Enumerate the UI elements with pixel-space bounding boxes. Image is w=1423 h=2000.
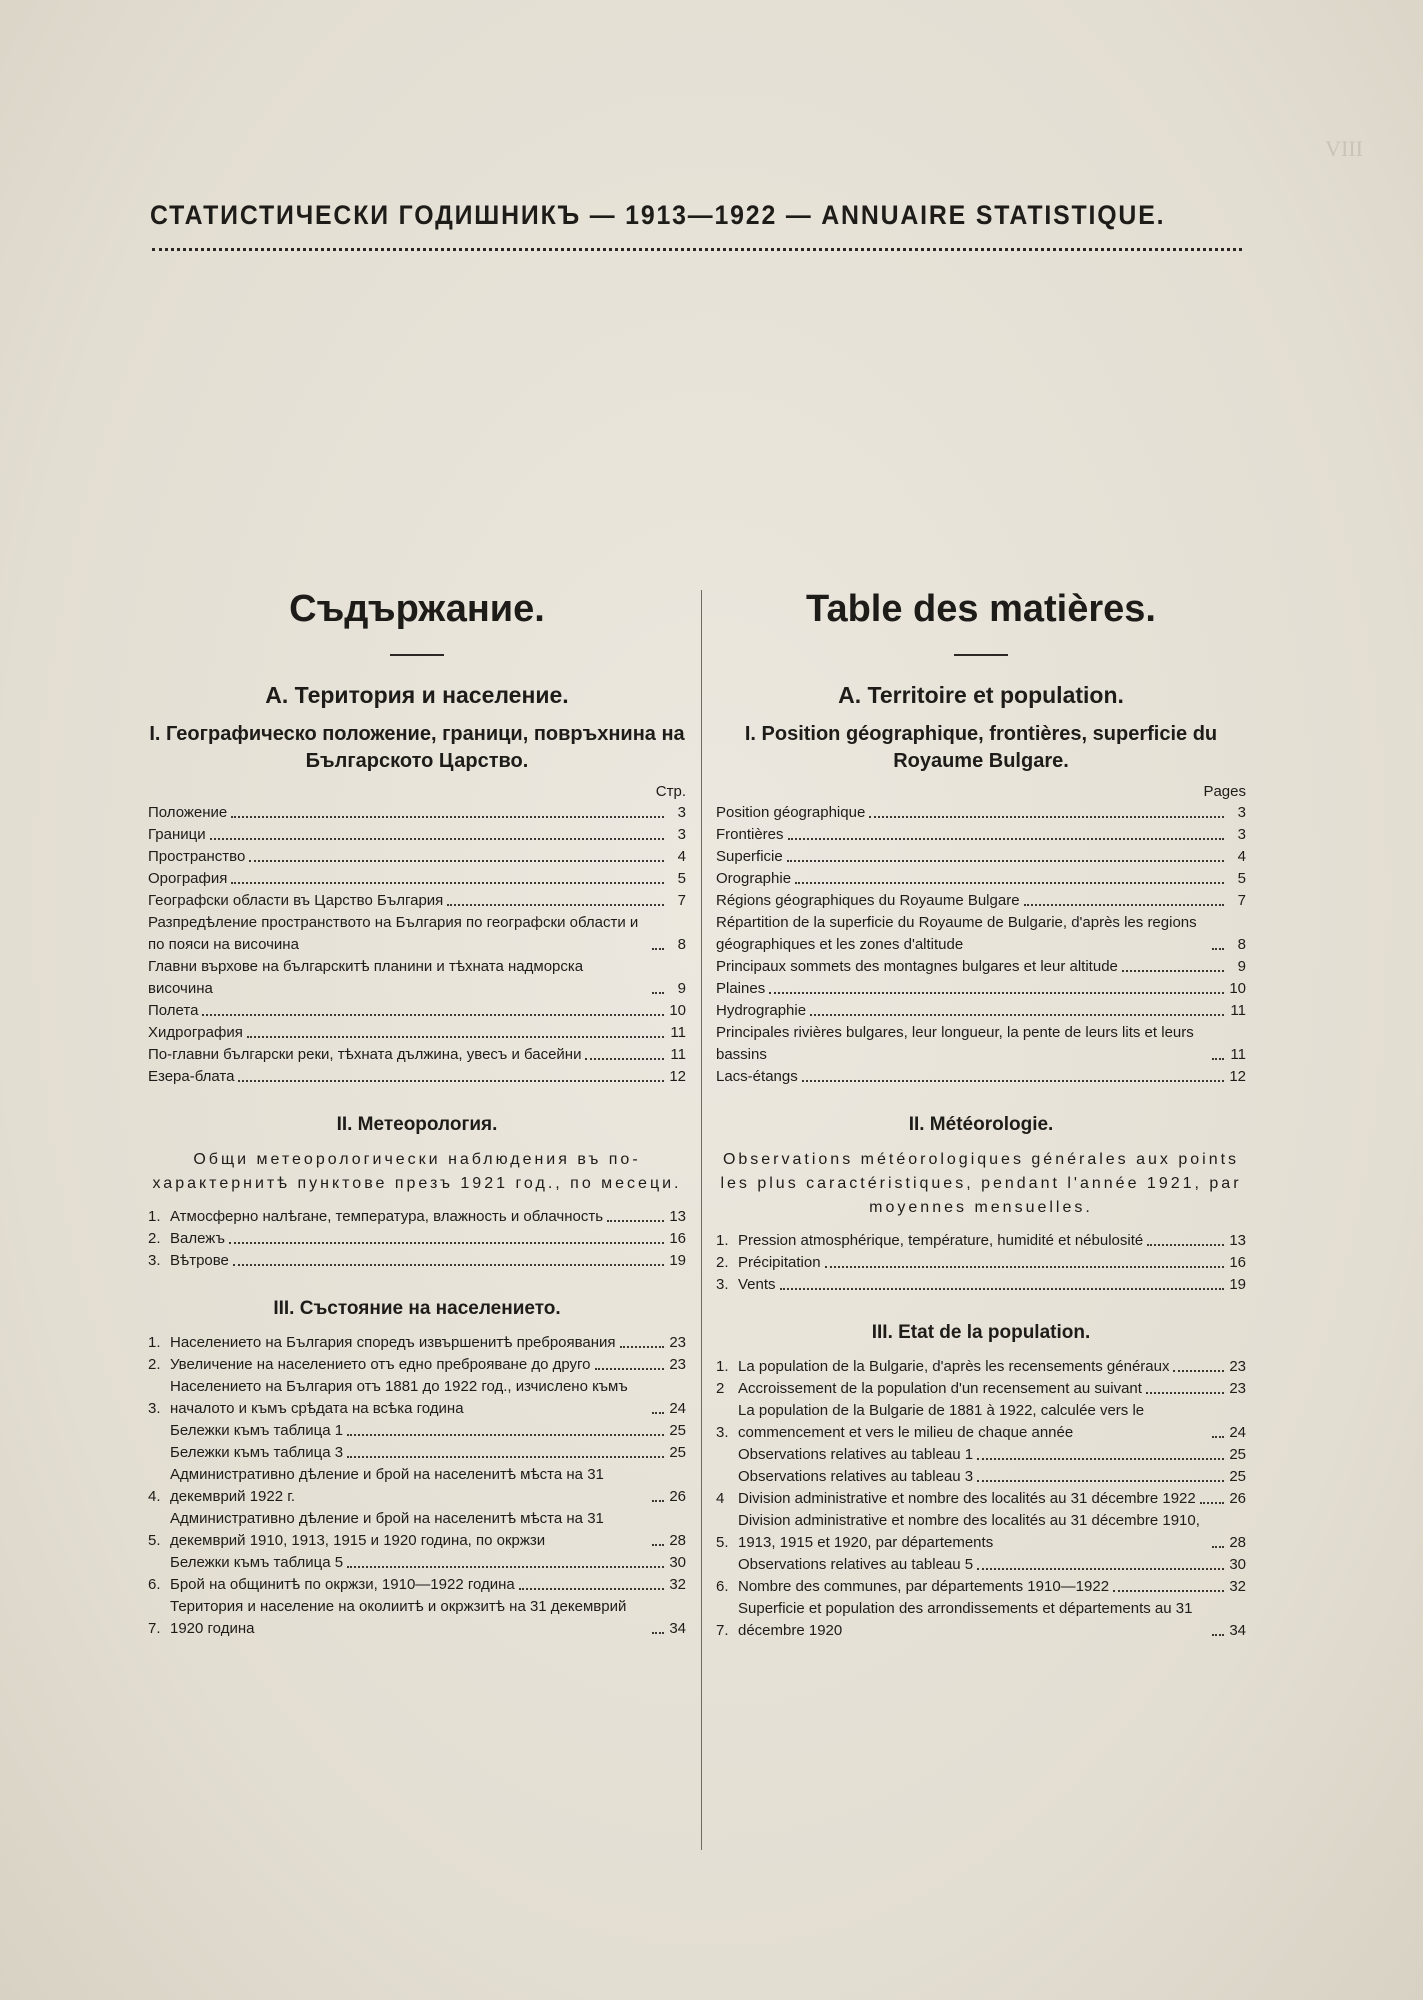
toc-entry (148, 868, 686, 890)
toc-entry-page: 4 (677, 848, 686, 865)
toc-entry (716, 868, 1246, 890)
dot-leader (1147, 1244, 1224, 1246)
toc-entry (148, 1552, 686, 1574)
toc-entry (716, 1400, 1246, 1444)
toc-entry-page: 9 (1237, 958, 1246, 975)
toc-entry-text: Граници (148, 826, 206, 843)
toc-entry-page: 12 (669, 1068, 686, 1085)
part-heading-fr: A. Territoire et population. (838, 682, 1124, 708)
toc-entry-text: Увеличение на населението отъ едно преброяване до друго (170, 1356, 591, 1373)
dot-leader (202, 1014, 664, 1016)
dot-leader (347, 1456, 664, 1458)
page-number-faint: VIII (1325, 136, 1363, 161)
toc-entry-page: 25 (669, 1422, 686, 1439)
toc-entry (148, 1066, 686, 1088)
dot-leader (231, 816, 664, 818)
toc-entry-text: Frontières (716, 826, 784, 843)
toc-entry-text: La population de la Bulgarie de 1881 à 1922, calculée vers le commencement et vers le milieu de chaque année (738, 1402, 1145, 1441)
toc-entry (148, 1000, 686, 1022)
toc-entry-text: Précipitation (738, 1254, 821, 1271)
toc-entry (716, 1598, 1246, 1642)
toc-title-bg: Съдържание. (289, 588, 545, 630)
dot-leader (652, 948, 664, 950)
toc-entry-page: 13 (1229, 1232, 1246, 1249)
toc-entry-number: 2. (148, 1356, 161, 1373)
toc-entry (716, 1444, 1246, 1466)
toc-entry-text: Position géographique (716, 804, 866, 821)
toc-entry (716, 1000, 1246, 1022)
toc-entry-page: 32 (1229, 1578, 1246, 1595)
toc-entry-page: 3 (1237, 826, 1246, 843)
toc-entry-text: Régions géographiques du Royaume Bulgare (716, 892, 1020, 909)
toc-entry-text: Пространство (148, 848, 246, 865)
dot-leader (780, 1288, 1224, 1290)
toc-list-section-1-fr (716, 802, 1246, 1088)
toc-entry-text: Полета (148, 1002, 199, 1019)
toc-list-section-1-bg (148, 802, 686, 1088)
dot-leader (238, 1080, 664, 1082)
dot-leader (1024, 904, 1224, 906)
toc-entry-text: Division administrative et nombre des localités au 31 décembre 1910, 1913, 1915 et 1920, par départements (738, 1512, 1200, 1551)
toc-entry-page: 3 (1237, 804, 1246, 821)
toc-entry-page: 13 (669, 1208, 686, 1225)
dot-leader (519, 1588, 664, 1590)
dot-leader (788, 838, 1224, 840)
toc-entry-page: 5 (677, 870, 686, 887)
toc-entry (148, 1206, 686, 1228)
toc-entry-page: 7 (1237, 892, 1246, 909)
toc-entry-text: Територия и население на околиитѣ и окржзитѣ на 31 декемврий 1920 година (170, 1598, 627, 1637)
dot-leader (1146, 1392, 1224, 1394)
toc-entry-number: 3. (716, 1424, 729, 1441)
toc-entry-number: 1. (148, 1208, 161, 1225)
toc-entry-page: 34 (1229, 1622, 1246, 1639)
toc-entry (716, 1252, 1246, 1274)
toc-entry-text: Accroissement de la population d'un recensement au suivant (738, 1380, 1142, 1397)
toc-entry (716, 802, 1246, 824)
toc-entry (148, 890, 686, 912)
section-1-heading-fr: I. Position géographique, frontières, superficie du Royaume Bulgare. (744, 723, 1218, 772)
toc-entry-page: 8 (677, 936, 686, 953)
toc-entry-number: 3. (148, 1400, 161, 1417)
toc-entry-page: 32 (669, 1576, 686, 1593)
toc-entry-text: Бележки къмъ таблица 5 (170, 1554, 344, 1571)
toc-entry-number: 1. (716, 1358, 729, 1375)
toc-entry-text: Разпредѣление пространството на България по географски области и по пояси на височина (148, 914, 639, 953)
dot-leader (1113, 1590, 1224, 1592)
toc-entry-text: Orographie (716, 870, 792, 887)
dot-leader (1173, 1370, 1224, 1372)
toc-entry (716, 1510, 1246, 1554)
toc-entry (716, 1066, 1246, 1088)
toc-entry-text: Superficie et population des arrondissements et départements au 31 décembre 1920 (738, 1600, 1193, 1639)
dot-leader (1212, 1634, 1224, 1636)
toc-entry-page: 9 (677, 980, 686, 997)
toc-entry-text: Бележки къмъ таблица 3 (170, 1444, 344, 1461)
toc-entry (716, 1466, 1246, 1488)
toc-column-bulgarian (148, 580, 686, 1640)
toc-entry-text: Observations relatives au tableau 5 (738, 1556, 974, 1573)
dot-leader (1200, 1502, 1224, 1504)
toc-entry-text: Principaux sommets des montagnes bulgares et leur altitude (716, 958, 1118, 975)
toc-entry-page: 3 (677, 804, 686, 821)
toc-entry-number: 3. (716, 1276, 729, 1293)
dot-leader (585, 1058, 664, 1060)
toc-entry (148, 1464, 686, 1508)
toc-entry-page: 25 (1229, 1468, 1246, 1485)
dot-leader (802, 1080, 1224, 1082)
toc-entry (148, 1574, 686, 1596)
toc-entry-text: Населението на България отъ 1881 до 1922 год., изчислено къмъ началото и къмъ срѣдата на всѣка година (170, 1378, 628, 1417)
toc-entry-page: 25 (669, 1444, 686, 1461)
title-rule (954, 654, 1008, 656)
section-2-intro-bg: Общи метеорологически наблюдения въ по-характернитѣ пунктове презъ 1921 год., по месеци. (152, 1151, 682, 1192)
toc-entry (148, 956, 686, 1000)
toc-entry-page: 30 (1229, 1556, 1246, 1573)
toc-entry-page: 34 (669, 1620, 686, 1637)
toc-entry-number: 7. (716, 1622, 729, 1639)
toc-entry-page: 10 (669, 1002, 686, 1019)
toc-entry-page: 19 (1229, 1276, 1246, 1293)
toc-list-section-2-bg (148, 1206, 686, 1272)
toc-entry-page: 25 (1229, 1446, 1246, 1463)
toc-entry (148, 1442, 686, 1464)
toc-entry-text: Езера-блата (148, 1068, 235, 1085)
dot-leader (652, 1412, 664, 1414)
dot-leader (652, 1544, 664, 1546)
toc-entry-text: Положение (148, 804, 228, 821)
toc-entry-text: Observations relatives au tableau 3 (738, 1468, 974, 1485)
toc-entry-text: Населението на България споредъ извършенитѣ преброявания (170, 1334, 616, 1351)
dot-leader (869, 816, 1224, 818)
toc-entry (148, 1420, 686, 1442)
running-header: СТАТИСТИЧЕСКИ ГОДИШНИКЪ — 1913—1922 — ANNUAIRE STATISTIQUE. (150, 200, 1166, 230)
toc-entry-page: 11 (1230, 1046, 1246, 1063)
dot-leader (1122, 970, 1224, 972)
toc-entry-text: Plaines (716, 980, 766, 997)
toc-entry-text: Hydrographie (716, 1002, 807, 1019)
toc-entry (716, 1230, 1246, 1252)
toc-entry (148, 824, 686, 846)
dot-leader (652, 992, 664, 994)
toc-entry (716, 1022, 1246, 1066)
toc-entry-page: 28 (669, 1532, 686, 1549)
toc-entry-page: 23 (669, 1334, 686, 1351)
toc-entry-text: Брой на общинитѣ по окржзи, 1910—1922 година (170, 1576, 515, 1593)
toc-entry-page: 23 (669, 1356, 686, 1373)
toc-entry-number: 3. (148, 1252, 161, 1269)
header-rule (152, 248, 1242, 251)
toc-entry-page: 28 (1229, 1534, 1246, 1551)
toc-entry-page: 16 (1229, 1254, 1246, 1271)
toc-entry-text: Административно дѣление и брой на населенитѣ мѣста на 31 декемврий 1910, 1913, 1915 и 1920 година, по окржзи (170, 1510, 604, 1549)
toc-entry (148, 802, 686, 824)
toc-entry-number: 6. (148, 1576, 161, 1593)
toc-entry-text: Lacs-étangs (716, 1068, 798, 1085)
toc-title-fr: Table des matières. (806, 588, 1156, 630)
toc-entry-text: Атмосферно налѣгане, температура, влажность и облачность (170, 1208, 604, 1225)
toc-entry-text: Répartition de la superficie du Royaume de Bulgarie, d'après les regions géographiques et les zones d'altitude (716, 914, 1197, 953)
section-2-heading-fr: II. Météorologie. (908, 1114, 1054, 1135)
part-heading-bg: А. Територия и население. (265, 682, 569, 708)
toc-entry (716, 824, 1246, 846)
toc-entry-text: По-главни български реки, тѣхната дължина, увесъ и басейни (148, 1046, 582, 1063)
toc-entry-text: Валежъ (170, 1230, 226, 1247)
dot-leader (1212, 1058, 1224, 1060)
toc-entry-page: 24 (1229, 1424, 1246, 1441)
toc-entry (716, 890, 1246, 912)
toc-entry-number: 5. (716, 1534, 729, 1551)
toc-entry (716, 1378, 1246, 1400)
dot-leader (229, 1242, 664, 1244)
dot-leader (607, 1220, 664, 1222)
toc-entry (148, 1332, 686, 1354)
toc-entry-page: 16 (669, 1230, 686, 1247)
toc-entry-page: 24 (669, 1400, 686, 1417)
dot-leader (825, 1266, 1224, 1268)
toc-entry-text: Орография (148, 870, 228, 887)
toc-entry-page: 23 (1229, 1380, 1246, 1397)
toc-entry-text: La population de la Bulgarie, d'après les recensements généraux (738, 1358, 1170, 1375)
toc-entry-number: 4. (148, 1488, 161, 1505)
toc-entry-text: Географски области въ Царство България (148, 892, 444, 909)
toc-entry-text: Superficie (716, 848, 783, 865)
toc-entry (148, 1596, 686, 1640)
toc-entry (716, 846, 1246, 868)
toc-entry-number: 1. (716, 1232, 729, 1249)
dot-leader (1212, 948, 1224, 950)
toc-entry-page: 7 (677, 892, 686, 909)
toc-entry-page: 4 (1237, 848, 1246, 865)
toc-entry-page: 11 (1230, 1002, 1246, 1019)
dot-leader (447, 904, 664, 906)
toc-entry-number: 7. (148, 1620, 161, 1637)
toc-entry-page: 26 (1229, 1490, 1246, 1507)
toc-entry-text: Главни върхове на българскитѣ планини и тѣхната надморска височина (148, 958, 584, 997)
dot-leader (231, 882, 664, 884)
toc-entry-text: Vents (738, 1276, 776, 1293)
toc-entry-text: Nombre des communes, par départements 1910—1922 (738, 1578, 1110, 1595)
toc-entry (716, 1274, 1246, 1296)
toc-entry (148, 1044, 686, 1066)
section-2-intro-fr: Observations météorologiques générales aux points les plus caractéristiques, pendant l'année 1921, par moyennes mensuelles. (720, 1151, 1242, 1216)
toc-entry-text: Division administrative et nombre des localités au 31 décembre 1922 (738, 1490, 1196, 1507)
section-1-heading-bg: I. Географическо положение, граници, повръхнина на Българското Царство. (149, 723, 685, 772)
toc-list-section-3-fr (716, 1356, 1246, 1642)
toc-entry-page: 19 (669, 1252, 686, 1269)
toc-entry-page: 23 (1229, 1358, 1246, 1375)
toc-entry (148, 846, 686, 868)
dot-leader (652, 1632, 664, 1634)
dot-leader (247, 1036, 664, 1038)
column-divider (701, 590, 702, 1850)
dot-leader (233, 1264, 664, 1266)
dot-leader (977, 1458, 1224, 1460)
toc-entry-number: 1. (148, 1334, 161, 1351)
toc-entry-number: 2. (716, 1254, 729, 1271)
toc-entry-text: Административно дѣление и брой на населенитѣ мѣста на 31 декемврий 1922 г. (170, 1466, 604, 1505)
toc-entry-page: 26 (669, 1488, 686, 1505)
dot-leader (347, 1434, 664, 1436)
toc-entry (148, 1022, 686, 1044)
toc-entry (716, 1488, 1246, 1510)
toc-entry-number: 5. (148, 1532, 161, 1549)
dot-leader (795, 882, 1224, 884)
toc-entry-page: 5 (1237, 870, 1246, 887)
toc-entry (716, 956, 1246, 978)
toc-entry-page: 3 (677, 826, 686, 843)
toc-entry-number: 2. (148, 1230, 161, 1247)
dot-leader (249, 860, 664, 862)
dot-leader (977, 1568, 1224, 1570)
toc-entry-text: Хидрография (148, 1024, 243, 1041)
title-rule (390, 654, 444, 656)
section-2-heading-bg: II. Метеорология. (336, 1114, 498, 1135)
toc-entry (148, 1250, 686, 1272)
toc-entry (716, 978, 1246, 1000)
toc-entry (148, 1376, 686, 1420)
toc-column-french (716, 580, 1246, 1642)
dot-leader (1212, 1436, 1224, 1438)
section-3-heading-fr: III. Etat de la population. (871, 1322, 1091, 1343)
page-column-label: Pages (1203, 783, 1246, 800)
toc-entry (716, 1576, 1246, 1598)
toc-entry (716, 1356, 1246, 1378)
dot-leader (810, 1014, 1224, 1016)
toc-list-section-3-bg (148, 1332, 686, 1640)
dot-leader (652, 1500, 664, 1502)
dot-leader (787, 860, 1224, 862)
toc-entry-number: 6. (716, 1578, 729, 1595)
dot-leader (977, 1480, 1224, 1482)
toc-entry-page: 30 (669, 1554, 686, 1571)
dot-leader (595, 1368, 665, 1370)
dot-leader (210, 838, 664, 840)
toc-list-section-2-fr (716, 1230, 1246, 1296)
dot-leader (1212, 1546, 1224, 1548)
toc-entry-number: 4 (716, 1490, 725, 1507)
toc-entry (148, 1354, 686, 1376)
toc-entry (716, 912, 1246, 956)
toc-entry-text: Pression atmosphérique, température, humidité et nébulosité (738, 1232, 1144, 1249)
toc-entry-text: Вѣтрове (170, 1252, 229, 1269)
toc-entry-text: Principales rivières bulgares, leur longueur, la pente de leurs lits et leurs bassins (716, 1024, 1194, 1063)
toc-entry-text: Observations relatives au tableau 1 (738, 1446, 974, 1463)
toc-entry (148, 912, 686, 956)
toc-entry-page: 11 (670, 1024, 686, 1041)
toc-entry (148, 1508, 686, 1552)
toc-entry-page: 10 (1229, 980, 1246, 997)
toc-entry-page: 12 (1229, 1068, 1246, 1085)
toc-entry (716, 1554, 1246, 1576)
dot-leader (620, 1346, 664, 1348)
page-column-label: Стр. (655, 783, 686, 800)
toc-entry-page: 11 (670, 1046, 686, 1063)
section-3-heading-bg: III. Състояние на населението. (273, 1298, 561, 1319)
toc-entry (148, 1228, 686, 1250)
toc-entry-page: 8 (1237, 936, 1246, 953)
dot-leader (347, 1566, 664, 1568)
toc-entry-number: 2 (716, 1380, 725, 1397)
toc-entry-text: Бележки къмъ таблица 1 (170, 1422, 344, 1439)
dot-leader (769, 992, 1224, 994)
